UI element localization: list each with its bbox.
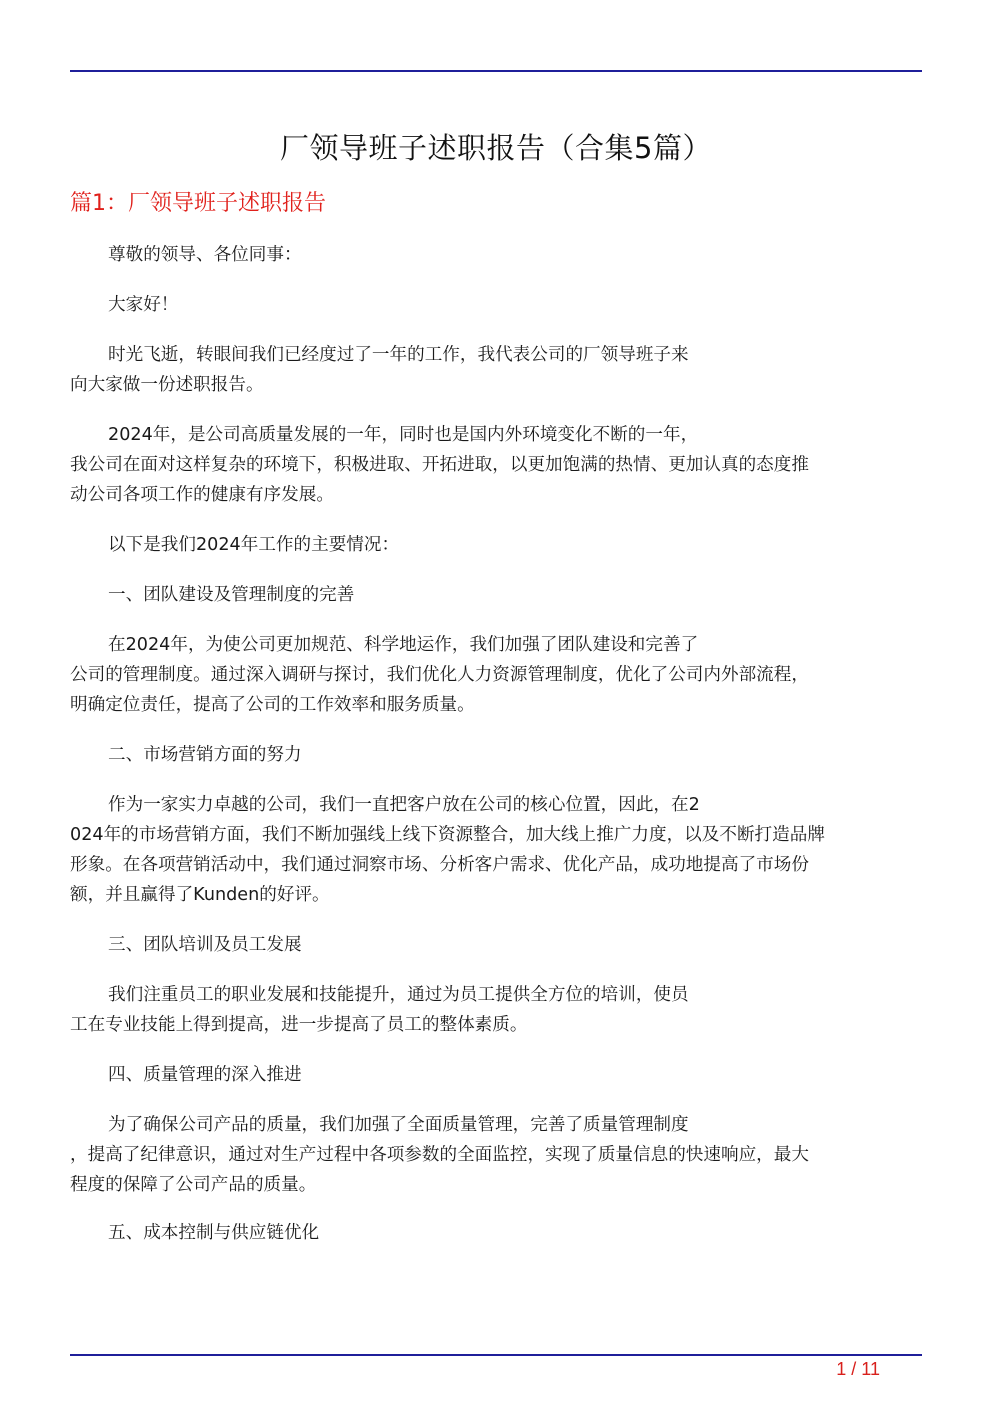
overview-paragraph xyxy=(70,420,922,510)
paragraph-line: 为了确保公司产品的质量，我们加强了全面质量管理，完善了质量管理制度 xyxy=(108,1115,689,1135)
paragraph-line: 工在专业技能上得到提高，进一步提高了员工的整体素质。 xyxy=(70,1015,528,1035)
training-paragraph xyxy=(70,980,922,1040)
marketing-paragraph xyxy=(70,790,922,910)
paragraph-line: 2024年，是公司高质量发展的一年，同时也是国内外环境变化不断的一年， xyxy=(108,425,699,445)
subheading-quality xyxy=(70,1060,922,1090)
paragraph-line: 额，并且赢得了Kunden的好评。 xyxy=(70,885,330,905)
paragraph-line: 时光飞逝，转眼间我们已经度过了一年的工作，我代表公司的厂领导班子来 xyxy=(108,345,689,365)
paragraph-line: 我公司在面对这样复杂的环境下，积极进取、开拓进取，以更加饱满的热情、更加认真的态度推 xyxy=(70,455,809,475)
paragraph-line: 二、市场营销方面的努力 xyxy=(108,745,302,765)
quality-paragraph xyxy=(70,1110,922,1200)
paragraph-line: 大家好！ xyxy=(108,295,179,315)
page-number: 1 / 11 xyxy=(836,1359,880,1379)
paragraph-line: 向大家做一份述职报告。 xyxy=(70,375,264,395)
paragraph-line: 以下是我们2024年工作的主要情况： xyxy=(108,535,400,555)
document-title: 厂领导班子述职报告（合集5篇） xyxy=(280,131,712,165)
header-rule xyxy=(70,70,922,72)
paragraph-line: 在2024年，为使公司更加规范、科学地运作，我们加强了团队建设和完善了 xyxy=(108,635,699,655)
paragraph-line: 一、团队建设及管理制度的完善 xyxy=(108,585,355,605)
section-heading: 篇1：厂领导班子述职报告 xyxy=(70,191,326,216)
paragraph-line: 三、团队培训及员工发展 xyxy=(108,935,302,955)
subheading-team-building xyxy=(70,580,922,610)
paragraph-line: 公司的管理制度。通过深入调研与探讨，我们优化人力资源管理制度，优化了公司内外部流程， xyxy=(70,665,809,685)
paragraph-line: 作为一家实力卓越的公司，我们一直把客户放在公司的核心位置，因此，在2 xyxy=(108,795,700,815)
paragraph-line: 程度的保障了公司产品的质量。 xyxy=(70,1175,317,1195)
salutation-paragraph xyxy=(70,240,922,270)
subheading-training xyxy=(70,930,922,960)
greeting-paragraph xyxy=(70,290,922,320)
paragraph-line: 024年的市场营销方面，我们不断加强线上线下资源整合，加大线上推广力度，以及不断打造品牌 xyxy=(70,825,825,845)
paragraph-line: 形象。在各项营销活动中，我们通过洞察市场、分析客户需求、优化产品，成功地提高了市场份 xyxy=(70,855,809,875)
intro-paragraph xyxy=(70,340,922,400)
paragraph-line: 明确定位责任，提高了公司的工作效率和服务质量。 xyxy=(70,695,475,715)
paragraph-line: 四、质量管理的深入推进 xyxy=(108,1065,302,1085)
subheading-marketing xyxy=(70,740,922,770)
paragraph-line: 我们注重员工的职业发展和技能提升，通过为员工提供全方位的培训，使员 xyxy=(108,985,689,1005)
subheading-cost-control xyxy=(70,1218,922,1248)
footer-rule xyxy=(70,1354,922,1356)
paragraph-line: 尊敬的领导、各位同事： xyxy=(108,245,302,265)
summary-lead-paragraph xyxy=(70,530,922,560)
paragraph-line: 动公司各项工作的健康有序发展。 xyxy=(70,485,334,505)
paragraph-line: ，提高了纪律意识，通过对生产过程中各项参数的全面监控，实现了质量信息的快速响应，最大 xyxy=(70,1145,809,1165)
team-building-paragraph xyxy=(70,630,922,720)
paragraph-line: 五、成本控制与供应链优化 xyxy=(108,1223,320,1243)
